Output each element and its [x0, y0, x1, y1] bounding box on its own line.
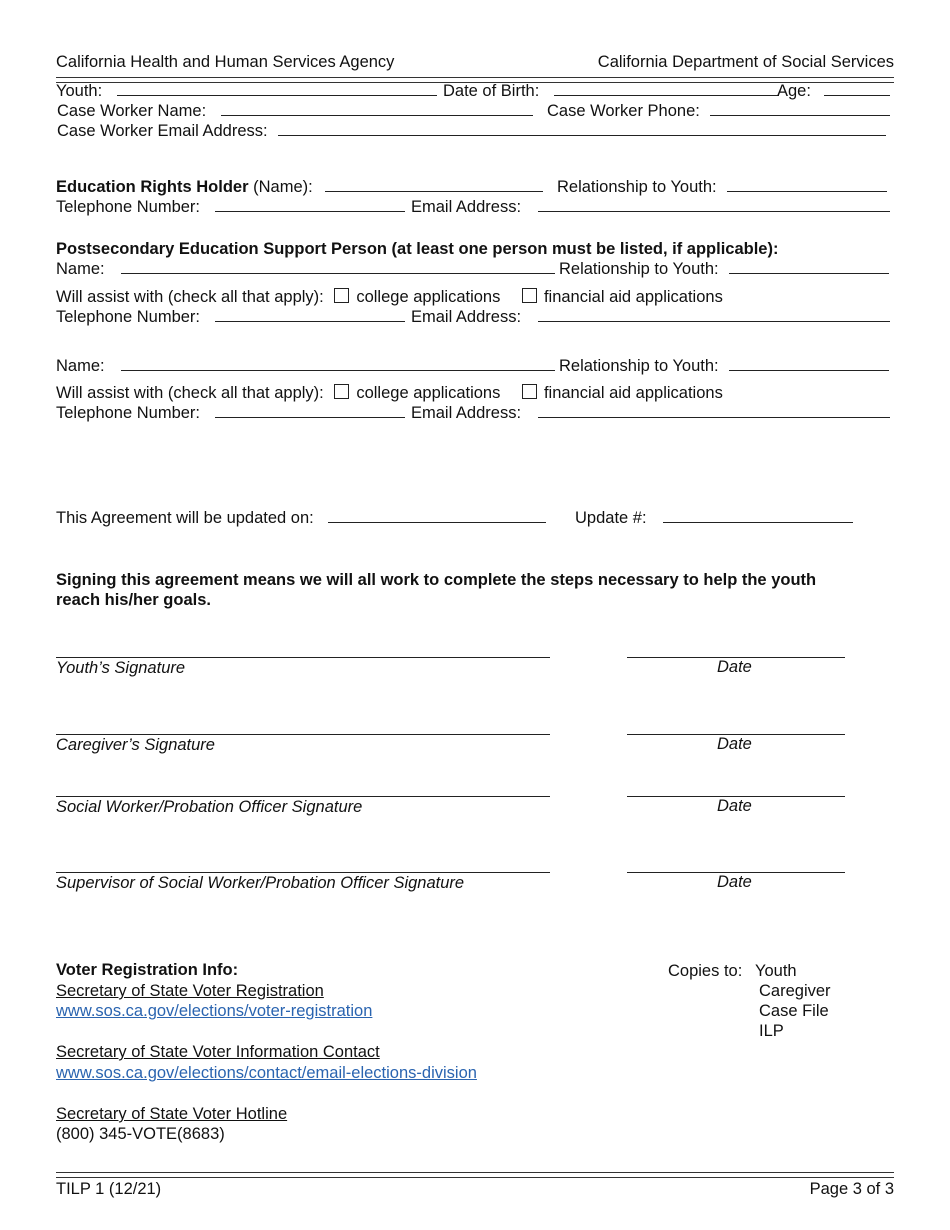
update-number-field[interactable] [575, 508, 853, 528]
support-person-2-email-field[interactable] [411, 403, 890, 423]
support-person-1-college-option[interactable] [334, 288, 500, 306]
support-person-2-assist-label: Will assist with (check all that apply): [56, 384, 324, 402]
support-person-2-relationship-field[interactable] [559, 356, 889, 376]
youth-label: Youth: [56, 82, 103, 100]
voter-registration-link[interactable]: www.sos.ca.gov/elections/voter-registration [56, 1002, 373, 1020]
updated-on-field[interactable] [56, 508, 546, 528]
copies-recipient-caregiver: Caregiver [759, 982, 831, 1000]
education-rights-name-blank[interactable] [325, 177, 543, 192]
education-rights-heading: Education Rights Holder [56, 178, 249, 196]
support-person-2-telephone-field[interactable] [56, 403, 405, 423]
social-worker-signature-label: Social Worker/Probation Officer Signature [56, 798, 363, 816]
voter-registration-title: Secretary of State Voter Registration [56, 982, 324, 1000]
footer-divider [56, 1172, 894, 1178]
supervisor-signature-label: Supervisor of Social Worker/Probation Officer Signature [56, 874, 465, 892]
support-person-2-relationship-blank[interactable] [729, 356, 889, 371]
support-person-1-name-label: Name: [56, 260, 105, 278]
agreement-statement-line-1: Signing this agreement means we will all work to complete the steps necessary to help the youth [56, 571, 817, 589]
voter-contact-title: Secretary of State Voter Information Contact [56, 1043, 380, 1061]
voter-hotline-title: Secretary of State Voter Hotline [56, 1105, 288, 1123]
update-number-blank[interactable] [663, 508, 853, 523]
support-person-1-telephone-label: Telephone Number: [56, 308, 201, 326]
education-rights-telephone-label: Telephone Number: [56, 198, 201, 216]
support-person-2-telephone-label: Telephone Number: [56, 404, 201, 422]
support-person-1-relationship-label: Relationship to Youth: [559, 260, 719, 278]
case-worker-phone-blank[interactable] [710, 101, 890, 116]
case-worker-phone-field[interactable] [547, 101, 890, 121]
copies-label: Copies to: [668, 962, 743, 980]
support-person-1-relationship-field[interactable] [559, 259, 889, 279]
education-rights-telephone-blank[interactable] [215, 197, 405, 212]
voter-hotline-number: (800) 345-VOTE(8683) [56, 1125, 225, 1143]
education-rights-email-blank[interactable] [538, 197, 890, 212]
agency-name: California Health and Human Services Agency [56, 53, 395, 71]
support-person-2-assist-row [56, 383, 723, 403]
support-person-1-name-blank[interactable] [121, 259, 555, 274]
education-rights-telephone-field[interactable] [56, 197, 405, 217]
caregiver-date-label: Date [717, 735, 752, 753]
support-person-2-college-checkbox[interactable] [334, 384, 349, 399]
support-person-1-telephone-blank[interactable] [215, 307, 405, 322]
social-worker-date-label: Date [717, 797, 752, 815]
support-person-2-name-blank[interactable] [121, 356, 555, 371]
supervisor-date-label: Date [717, 873, 752, 891]
youth-field[interactable] [56, 81, 437, 101]
support-person-2-name-label: Name: [56, 357, 105, 375]
support-person-2-college-option[interactable] [334, 384, 500, 402]
education-rights-email-field[interactable] [411, 197, 890, 217]
copies-recipient-ilp: ILP [759, 1022, 784, 1040]
updated-on-blank[interactable] [328, 508, 546, 523]
support-person-2-name-field[interactable] [56, 356, 555, 376]
education-rights-name-label: (Name): [253, 178, 313, 196]
support-person-1-college-label: college applications [356, 288, 501, 306]
education-rights-relationship-blank[interactable] [727, 177, 887, 192]
case-worker-name-blank[interactable] [221, 101, 533, 116]
case-worker-email-blank[interactable] [278, 121, 886, 136]
support-person-1-email-label: Email Address: [411, 308, 522, 326]
support-person-1-assist-label: Will assist with (check all that apply): [56, 288, 324, 306]
age-field[interactable] [777, 81, 890, 101]
support-person-1-telephone-field[interactable] [56, 307, 405, 327]
support-person-1-relationship-blank[interactable] [729, 259, 889, 274]
page-number: Page 3 of 3 [809, 1180, 894, 1198]
youth-signature-label: Youth’s Signature [56, 659, 186, 677]
support-person-2-relationship-label: Relationship to Youth: [559, 357, 719, 375]
caregiver-signature-label: Caregiver’s Signature [56, 736, 215, 754]
support-person-1-college-checkbox[interactable] [334, 288, 349, 303]
copies-recipient-youth: Youth [755, 962, 797, 980]
case-worker-name-label: Case Worker Name: [57, 102, 207, 120]
age-label: Age: [777, 82, 811, 100]
case-worker-email-label: Case Worker Email Address: [57, 122, 268, 140]
dob-field[interactable] [443, 81, 779, 101]
support-person-2-college-label: college applications [356, 384, 501, 402]
youth-blank[interactable] [117, 81, 437, 96]
agreement-statement-line-2: reach his/her goals. [56, 591, 211, 609]
case-worker-phone-label: Case Worker Phone: [547, 102, 700, 120]
support-person-2-email-blank[interactable] [538, 403, 890, 418]
department-name: California Department of Social Services [597, 53, 894, 71]
update-number-label: Update #: [575, 509, 647, 527]
dob-blank[interactable] [554, 81, 779, 96]
support-person-2-financial-checkbox[interactable] [522, 384, 537, 399]
voter-contact-link[interactable]: www.sos.ca.gov/elections/contact/email-elections-division [56, 1064, 477, 1082]
case-worker-email-field[interactable] [57, 121, 886, 141]
copies-recipient-case-file: Case File [759, 1002, 829, 1020]
support-person-1-email-field[interactable] [411, 307, 890, 327]
support-person-2-email-label: Email Address: [411, 404, 522, 422]
age-blank[interactable] [824, 81, 890, 96]
support-person-2-financial-option[interactable] [522, 384, 723, 402]
youth-date-label: Date [717, 658, 752, 676]
form-id: TILP 1 (12/21) [56, 1180, 162, 1198]
dob-label: Date of Birth: [443, 82, 540, 100]
support-person-1-assist-row [56, 287, 723, 307]
education-rights-relationship-field[interactable] [557, 177, 887, 197]
support-person-heading: Postsecondary Education Support Person (at least one person must be listed, if applicable): [56, 240, 779, 258]
support-person-1-financial-label: financial aid applications [543, 288, 723, 306]
support-person-1-name-field[interactable] [56, 259, 555, 279]
support-person-1-financial-option[interactable] [522, 288, 723, 306]
support-person-2-telephone-blank[interactable] [215, 403, 405, 418]
support-person-2-financial-label: financial aid applications [543, 384, 723, 402]
support-person-1-financial-checkbox[interactable] [522, 288, 537, 303]
voter-info-heading: Voter Registration Info: [56, 961, 239, 979]
case-worker-name-field[interactable] [57, 101, 533, 121]
education-rights-name-field[interactable] [56, 177, 543, 197]
updated-on-label: This Agreement will be updated on: [56, 509, 314, 527]
support-person-1-email-blank[interactable] [538, 307, 890, 322]
education-rights-relationship-label: Relationship to Youth: [557, 178, 717, 196]
education-rights-email-label: Email Address: [411, 198, 522, 216]
